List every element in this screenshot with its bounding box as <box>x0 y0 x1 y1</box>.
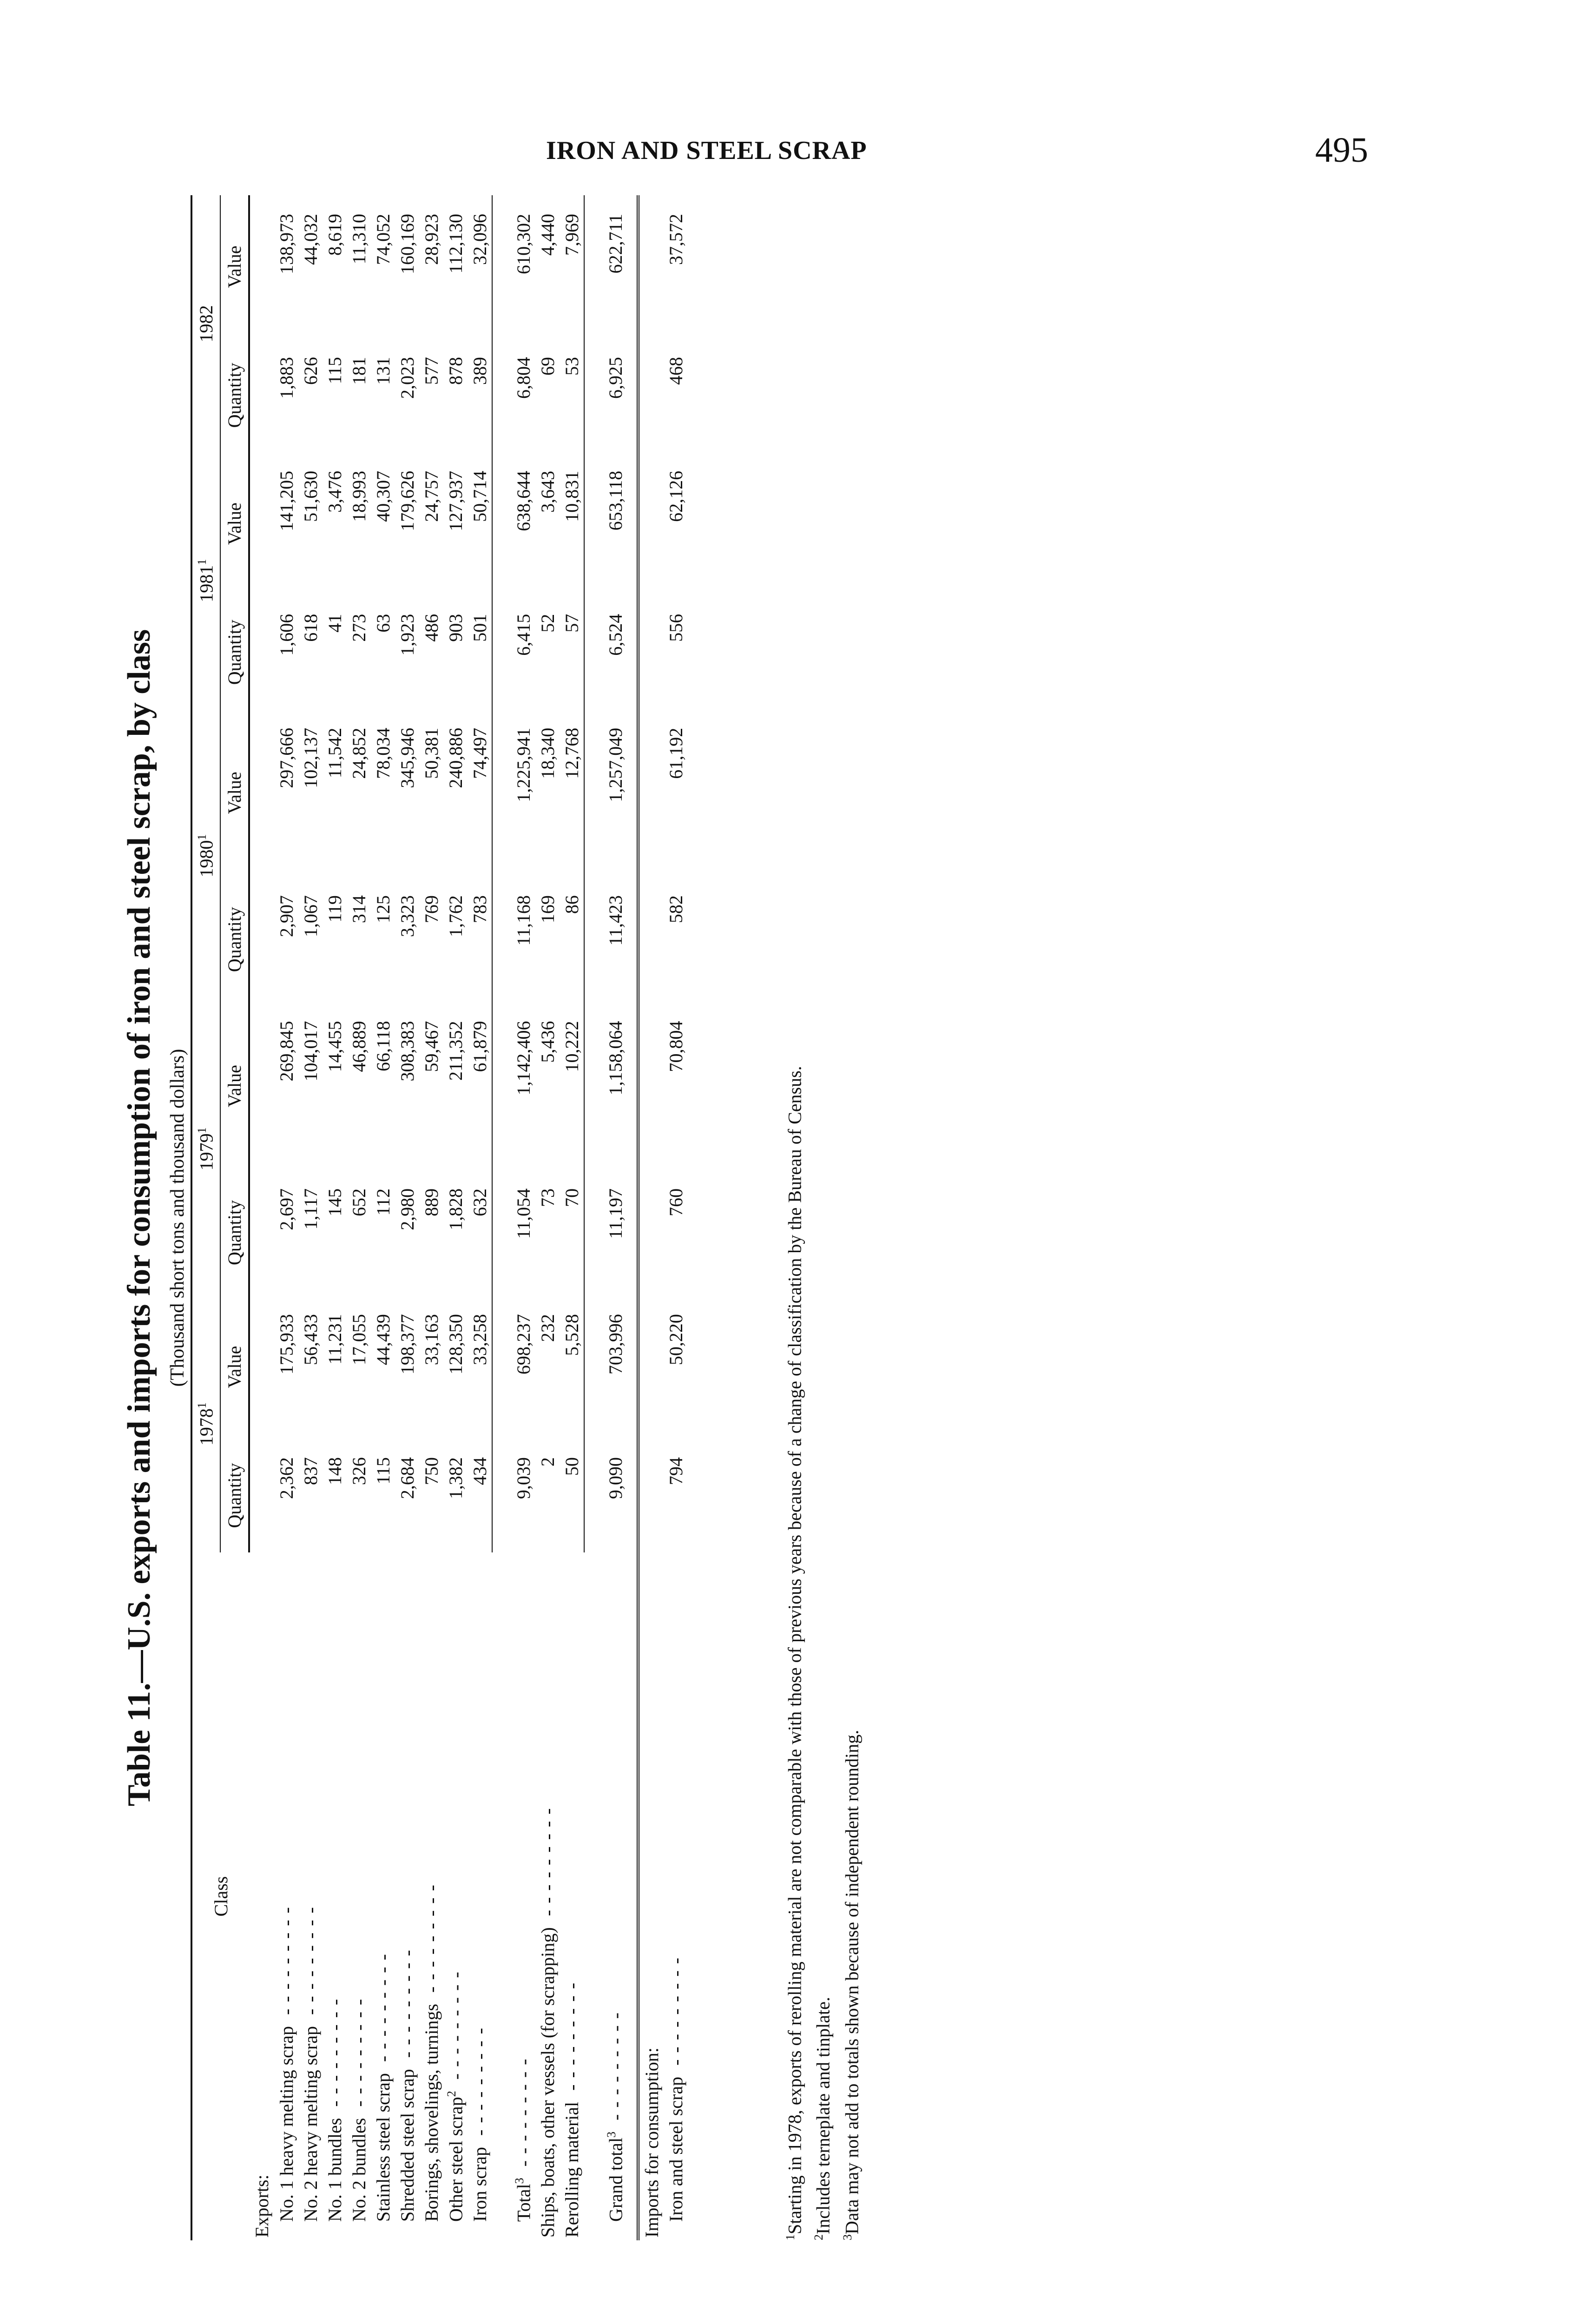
table-cell: 70,804 <box>665 1021 686 1072</box>
table-row <box>443 195 468 2240</box>
table-cell: 112,130 <box>445 214 466 274</box>
table-row <box>323 195 347 2240</box>
table-cell: 240,886 <box>445 727 466 788</box>
table-cell: 1,117 <box>300 1188 321 1230</box>
rotated-table-block <box>107 195 943 2240</box>
table-row <box>274 195 298 2240</box>
table-row <box>468 195 492 2240</box>
table-cell: 703,996 <box>605 1314 626 1375</box>
quantity-header: Quantity <box>220 595 249 709</box>
row-label: No. 1 bundles --------- <box>324 1992 345 2222</box>
year-header: 1978$^1$ <box>191 1295 220 1552</box>
table-cell: 769 <box>421 895 442 924</box>
table-cell: 32,096 <box>469 214 490 265</box>
table-cell: 2,362 <box>276 1457 297 1499</box>
table-cell: 14,455 <box>324 1021 345 1072</box>
table-cell: 145 <box>324 1188 345 1216</box>
row-label: Grand total$^3$ --------- <box>604 2006 626 2222</box>
table-cell: 112 <box>372 1188 394 1216</box>
table-cell: 86 <box>561 895 582 914</box>
table-cell: 486 <box>421 614 442 642</box>
table-row <box>535 195 560 2240</box>
class-header: Class <box>191 1552 249 2240</box>
table-cell: 638,644 <box>513 470 534 531</box>
year-header: 1980$^1$ <box>191 709 220 1003</box>
table-cell: 6,415 <box>513 614 534 656</box>
table-cell: 8,619 <box>324 214 345 256</box>
value-header: Value <box>220 709 249 877</box>
table-cell: 556 <box>665 614 686 642</box>
quantity-header: Quantity <box>220 338 249 452</box>
value-header: Value <box>220 452 249 595</box>
table-cell: 18,993 <box>348 470 369 522</box>
table-cell: 44,032 <box>300 214 321 265</box>
table-cell: 11,423 <box>605 895 626 946</box>
table-cell: 632 <box>469 1188 490 1216</box>
year-header: 1979$^1$ <box>191 1002 220 1295</box>
table-cell: 128,350 <box>445 1314 466 1375</box>
footnote: $^1$Starting in 1978, exports of rerolling material are not comparable with those of previous years because of a change of classification by the Bureau of Census. <box>784 1066 805 2240</box>
footnote: $^3$Data may not add to totals shown because of independent rounding. <box>840 1730 862 2240</box>
running-head: IRON AND STEEL SCRAP <box>546 136 867 165</box>
table-row <box>603 195 627 2240</box>
table-cell: 6,524 <box>605 614 626 656</box>
table-cell: 125 <box>372 895 394 924</box>
table-cell: 40,307 <box>372 470 394 522</box>
table-cell: 56,433 <box>300 1314 321 1366</box>
table-cell: 314 <box>348 895 369 924</box>
table-cell: 6,925 <box>605 357 626 399</box>
table-cell: 6,804 <box>513 357 534 399</box>
table-cell: 50,714 <box>469 470 490 522</box>
table-cell: 1,158,064 <box>605 1021 626 1096</box>
table-cell: 3,643 <box>537 470 558 513</box>
table-wrap <box>191 195 688 2240</box>
table-cell: 10,222 <box>561 1021 582 1072</box>
table-cell: 297,666 <box>276 727 297 788</box>
table-cell: 5,528 <box>561 1314 582 1356</box>
table-cell: 211,352 <box>445 1021 466 1081</box>
table-cell: 1,762 <box>445 895 466 938</box>
table-cell: 11,168 <box>513 895 534 946</box>
table-row <box>395 195 419 2240</box>
table-cell: 52 <box>537 614 558 633</box>
table-cell: 622,711 <box>605 214 626 274</box>
table-cell: 2,980 <box>396 1188 418 1230</box>
table-cell: 2,907 <box>276 895 297 938</box>
table-cell: 70 <box>561 1188 582 1207</box>
table-cell: 10,831 <box>561 470 582 522</box>
exports-heading: Exports: <box>251 2174 272 2238</box>
year-header: 1981$^1$ <box>191 452 220 709</box>
table-cell: 345,946 <box>396 727 418 788</box>
table-cell: 11,310 <box>348 214 369 264</box>
table-cell: 610,302 <box>513 214 534 274</box>
table-cell: 28,923 <box>421 214 442 265</box>
table-cell: 2 <box>537 1457 558 1467</box>
table-cell: 653,118 <box>605 470 626 531</box>
table-cell: 17,055 <box>348 1314 369 1366</box>
table-cell: 11,054 <box>513 1188 534 1239</box>
table-cell: 37,572 <box>665 214 686 265</box>
table-cell: 11,542 <box>324 727 345 779</box>
table-row <box>419 195 443 2240</box>
table-row <box>347 195 371 2240</box>
table-cell: 18,340 <box>537 727 558 779</box>
table-cell: 127,937 <box>445 470 466 531</box>
row-label: Iron and steel scrap --------- <box>665 1951 686 2222</box>
table-cell: 74,497 <box>469 727 490 779</box>
row-label: No. 2 bundles --------- <box>348 1992 369 2222</box>
table-cell: 73 <box>537 1188 558 1207</box>
table-cell: 78,034 <box>372 727 394 779</box>
page-number: 495 <box>1315 131 1368 170</box>
table-cell: 1,883 <box>276 357 297 399</box>
table-cell: 11,197 <box>605 1188 626 1239</box>
table-cell: 46,889 <box>348 1021 369 1072</box>
table-cell: 181 <box>348 357 369 385</box>
table-cell: 232 <box>537 1314 558 1342</box>
table-cell: 74,052 <box>372 214 394 265</box>
table-row <box>298 195 323 2240</box>
table-title: Table 11.—U.S. exports and imports for consumption of iron and steel scrap, by class <box>121 629 157 1807</box>
table-cell: 434 <box>469 1457 490 1486</box>
table-cell: 1,382 <box>445 1457 466 1499</box>
table-cell: 63 <box>372 614 394 633</box>
value-header: Value <box>220 1002 249 1169</box>
table-cell: 3,476 <box>324 470 345 513</box>
table-cell: 12,768 <box>561 727 582 779</box>
table-cell: 24,757 <box>421 470 442 522</box>
table-cell: 11,231 <box>324 1314 345 1365</box>
row-label: No. 1 heavy melting scrap --------- <box>276 1901 297 2222</box>
table-cell: 61,192 <box>665 727 686 779</box>
row-label: Shredded steel scrap --------- <box>396 1943 418 2222</box>
table-cell: 59,467 <box>421 1021 442 1072</box>
table-cell: 783 <box>469 895 490 924</box>
table-cell: 104,017 <box>300 1021 321 1082</box>
table-cell: 51,630 <box>300 470 321 522</box>
table-cell: 69 <box>537 357 558 376</box>
table-cell: 389 <box>469 357 490 385</box>
table-cell: 468 <box>665 357 686 385</box>
table-cell: 50,220 <box>665 1314 686 1366</box>
year-header: 1982 <box>191 195 220 452</box>
imports-heading: Imports for consumption: <box>641 2047 662 2238</box>
table-cell: 175,933 <box>276 1314 297 1375</box>
table-cell: 44,439 <box>372 1314 394 1366</box>
table-cell: 501 <box>469 614 490 642</box>
table-cell: 61,879 <box>469 1021 490 1072</box>
table-cell: 66,118 <box>372 1021 394 1071</box>
table-cell: 179,626 <box>396 470 418 531</box>
table-cell: 62,126 <box>665 470 686 522</box>
table-cell: 2,684 <box>396 1457 418 1499</box>
table-cell: 889 <box>421 1188 442 1216</box>
table-cell: 50 <box>561 1457 582 1476</box>
table-cell: 326 <box>348 1457 369 1486</box>
row-label: Stainless steel scrap --------- <box>372 1948 394 2222</box>
table-cell: 115 <box>324 357 345 384</box>
row-label: Rerolling material --------- <box>561 1976 583 2238</box>
table-cell: 698,237 <box>513 1314 534 1375</box>
table-cell: 33,258 <box>469 1314 490 1366</box>
table-cell: 308,383 <box>396 1021 418 1082</box>
table-row <box>371 195 395 2240</box>
table-row <box>511 195 535 2240</box>
table-cell: 2,697 <box>276 1188 297 1230</box>
table-cell: 115 <box>372 1457 394 1485</box>
row-label: Iron scrap --------- <box>469 2021 491 2222</box>
table-cell: 41 <box>324 614 345 633</box>
footnotes <box>778 195 864 2240</box>
table-cell: 1,923 <box>396 614 418 656</box>
row-label: Borings, shovelings, turnings --------- <box>421 1878 442 2222</box>
row-label: Ships, boats, other vessels (for scrapping) --------- <box>537 1802 558 2238</box>
row-label: Total$^3$ --------- <box>512 2052 534 2222</box>
table-cell: 138,973 <box>276 214 297 274</box>
table-cell: 1,257,049 <box>605 727 626 802</box>
table-cell: 1,142,406 <box>513 1021 534 1096</box>
table-cell: 577 <box>421 357 442 385</box>
table-cell: 1,606 <box>276 614 297 656</box>
value-header: Value <box>220 195 249 338</box>
table-cell: 750 <box>421 1457 442 1486</box>
table-cell: 24,852 <box>348 727 369 779</box>
row-label: Other steel scrap$^2$ --------- <box>444 1965 466 2222</box>
table-cell: 119 <box>324 895 345 923</box>
row-label: No. 2 heavy melting scrap --------- <box>300 1901 321 2222</box>
table-cell: 794 <box>665 1457 686 1486</box>
table-cell: 9,090 <box>605 1457 626 1499</box>
table-cell: 903 <box>445 614 466 642</box>
table-cell: 273 <box>348 614 369 642</box>
table-cell: 878 <box>445 357 466 385</box>
table-cell: 652 <box>348 1188 369 1216</box>
table-row <box>664 195 688 2240</box>
table-cell: 1,828 <box>445 1188 466 1230</box>
table-cell: 582 <box>665 895 686 924</box>
scrap-table <box>191 195 688 2240</box>
table-cell: 148 <box>324 1457 345 1486</box>
quantity-header: Quantity <box>220 1170 249 1295</box>
quantity-header: Quantity <box>220 1439 249 1552</box>
table-cell: 9,039 <box>513 1457 534 1499</box>
table-cell: 198,377 <box>396 1314 418 1375</box>
table-cell: 50,381 <box>421 727 442 779</box>
table-cell: 53 <box>561 357 582 376</box>
table-cell: 1,225,941 <box>513 727 534 802</box>
table-cell: 7,969 <box>561 214 582 256</box>
table-cell: 131 <box>372 357 394 385</box>
table-subtitle: (Thousand short tons and thousand dollars) <box>167 1049 188 1387</box>
table-cell: 5,436 <box>537 1021 558 1063</box>
table-cell: 626 <box>300 357 321 385</box>
table-cell: 141,205 <box>276 470 297 531</box>
table-row <box>560 195 584 2240</box>
quantity-header: Quantity <box>220 877 249 1002</box>
table-cell: 3,323 <box>396 895 418 938</box>
table-cell: 837 <box>300 1457 321 1486</box>
table-cell: 4,440 <box>537 214 558 256</box>
footnote: $^2$Includes terneplate and tinplate. <box>812 1997 834 2240</box>
table-cell: 102,137 <box>300 727 321 788</box>
table-cell: 618 <box>300 614 321 642</box>
table-cell: 33,163 <box>421 1314 442 1366</box>
table-cell: 169 <box>537 895 558 924</box>
table-cell: 760 <box>665 1188 686 1216</box>
table-cell: 1,067 <box>300 895 321 938</box>
table-cell: 57 <box>561 614 582 633</box>
table-cell: 269,845 <box>276 1021 297 1082</box>
value-header: Value <box>220 1295 249 1439</box>
table-cell: 2,023 <box>396 357 418 399</box>
table-cell: 160,169 <box>396 214 418 274</box>
